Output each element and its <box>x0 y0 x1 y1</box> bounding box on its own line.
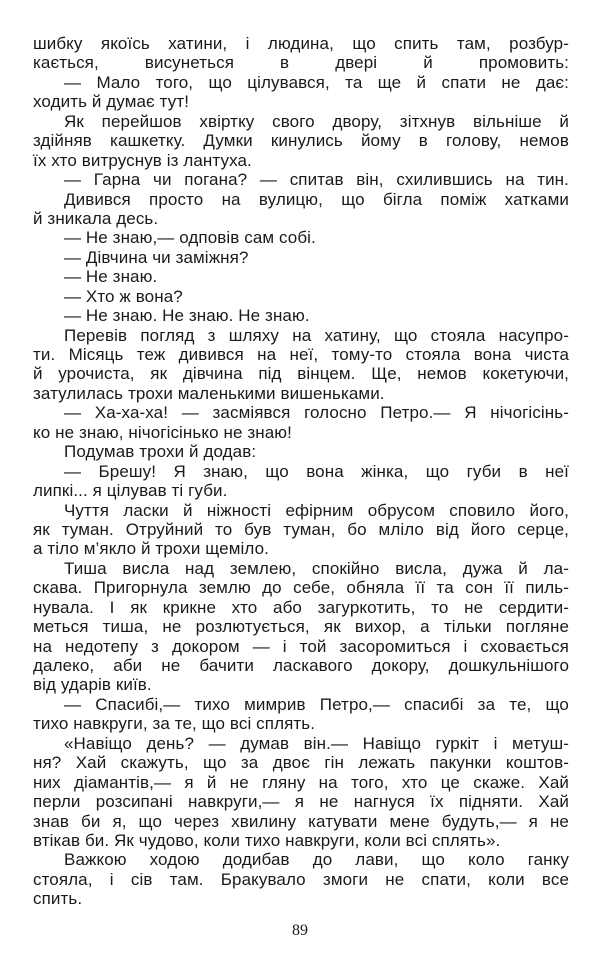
text-line: й урочиста, як дівчина під вінцем. Ще, немов кокетуючи, <box>33 364 569 384</box>
text-line: нувала. І як крикне хто або загуркотить, то не сердити- <box>33 597 569 617</box>
text-line: спить. <box>33 889 83 909</box>
text-line: ходить й думає тут! <box>33 92 190 112</box>
text-line: ти. Місяць теж дивився на неї, тому-то стояла вона чиста <box>33 345 569 364</box>
text-line: а тіло м’якло й трохи щеміло. <box>33 539 269 559</box>
text-line: Перевів погляд з шляху на хатину, що стояла насупро- <box>64 325 569 345</box>
page-number: 89 <box>292 922 308 939</box>
text-line: — Не знаю. <box>64 267 158 287</box>
page-body-text <box>33 34 569 909</box>
text-line: знав би я, що через хвилину катувати мене будуть,— я не <box>33 811 569 831</box>
text-line: — Хто ж вона? <box>64 286 183 306</box>
text-line: — Гарна чи погана? — спитав він, схилившись на тин. <box>64 170 569 190</box>
text-line: — Мало того, що цілувався, та ще й спати не дає: <box>64 72 569 92</box>
text-line: скава. Пригорнула землю до себе, обняла її та сон її пиль- <box>33 578 569 598</box>
text-line: Важкою ходою додибав до лави, що коло ганку <box>64 850 569 870</box>
text-line: перли розсипані навкруги,— я не нагнуся їх підняти. Хай <box>33 792 569 812</box>
text-line: Чуття ласки й ніжності ефірним обрусом сповило його, <box>64 500 569 520</box>
text-line: — Дівчина чи заміжня? <box>64 247 249 267</box>
text-line: ко не знаю, нічогісінько не знаю! <box>33 422 292 442</box>
text-line: меться тиша, не розлютується, як вихор, а тільки погляне <box>33 617 569 637</box>
text-line: далеко, аби не бачити ласкавого докору, дошкульнішого <box>33 656 569 675</box>
text-line: здійняв кашкетку. Думки кинулись йому в голову, немов <box>33 131 569 151</box>
text-line: шибку якоїсь хатини, і людина, що спить там, розбур- <box>33 34 569 53</box>
text-line: Тиша висла над землею, спокійно висла, дужа й ла- <box>64 558 569 578</box>
text-line: від ударів київ. <box>33 675 152 695</box>
text-line: них діамантів,— я й не гляну на того, хто це скаже. Хай <box>33 772 569 792</box>
text-line: Подумав трохи й додав: <box>64 442 257 462</box>
text-line: Як перейшов хвіртку свого двору, зітхнув вільніше й <box>64 111 569 131</box>
text-line: кається, висунеться в двері й промовить: <box>33 53 569 73</box>
text-line: їх хто витруснув із лантуха. <box>33 150 252 170</box>
text-line: затулилась трохи маленькими вишеньками. <box>33 383 385 403</box>
text-line: тихо навкруги, за те, що всі сплять. <box>33 714 316 734</box>
text-line: — Брешу! Я знаю, що вона жінка, що губи в неї <box>64 461 569 481</box>
text-line: — Не знаю. Не знаю. Не знаю. <box>64 306 310 326</box>
text-line: липкі... я цілував ті губи. <box>33 481 228 501</box>
text-line: й зникала десь. <box>33 208 159 228</box>
text-line: «Навіщо день? — думав він.— Навіщо гуркіт і метуш- <box>64 733 569 753</box>
text-line: ня? Хай скажуть, що за двоє гін лежать пакунки коштов- <box>33 753 569 773</box>
text-line: як туман. Отруйний то був туман, бо мліло від його серце, <box>33 519 569 539</box>
text-line: стояла, і сів там. Бракувало змоги не спати, коли все <box>33 869 569 889</box>
text-line: — Спасибі,— тихо мимрив Петро,— спасибі за те, що <box>64 694 569 714</box>
text-line: — Не знаю,— одповів сам собі. <box>64 228 316 248</box>
text-line: втікав би. Як чудово, коли тихо навкруги, коли всі сплять». <box>33 830 501 850</box>
text-line: на недотепу з докором — і той засоромиться і сховається <box>33 636 569 656</box>
text-line: — Ха-ха-ха! — засміявся голосно Петро.— Я нічогісінь- <box>64 403 569 423</box>
text-line: Дивився просто на вулицю, що бігла поміж хатками <box>64 189 569 209</box>
